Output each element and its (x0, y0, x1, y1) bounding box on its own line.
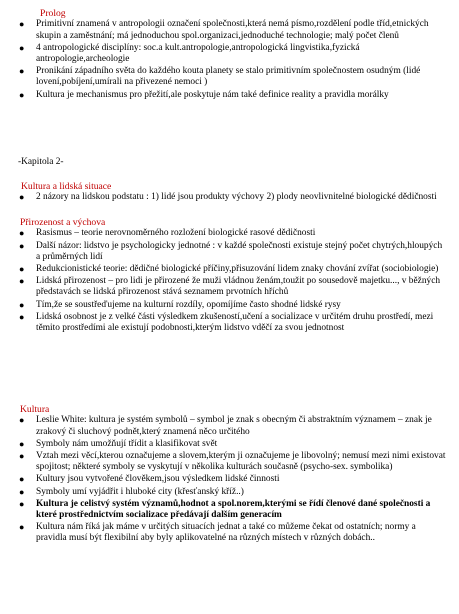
bullet-icon: ● (19, 415, 25, 426)
list-item (0, 522, 459, 544)
heading-prolog: Prolog (40, 8, 66, 19)
list-item-text: Kultury jsou vytvořené člověkem,jsou výsledkem lidské činnosti (36, 474, 280, 485)
list-item-text: Kultura je mechanismus pro přežití,ale poskytuje nám také definice reality a pravidla morálky (36, 89, 389, 100)
list-item (0, 300, 459, 311)
list-item (0, 192, 459, 203)
bullet-icon: ● (19, 42, 25, 53)
bullet-icon: ● (19, 486, 25, 497)
list-item-text: Kultura nám říká jak máme v určitých situacích jednat a také co můžeme čekat od ostatních; normy a pravidla musí být flexibilní aby byly aplikovatelné na různých místech v různých dobách.. (36, 522, 416, 544)
bullet-icon: ● (19, 474, 25, 485)
list-item (0, 415, 459, 437)
list-item (0, 19, 459, 41)
kultura-lidska-list (0, 192, 459, 203)
bullet-icon: ● (19, 451, 25, 462)
bullet-icon: ● (19, 19, 25, 30)
list-item (0, 264, 459, 275)
bullet-icon: ● (19, 299, 25, 310)
heading-kultura: Kultura (20, 404, 50, 415)
list-item-text: Redukcionistické teorie: dědičné biologické příčiny,přisuzování lidem znaky chování zvířat (sociobiologie) (36, 264, 439, 275)
list-item-text-bold: Kultura je celistvý systém významů,hodnot a spol.norem,kterými se řídí členové dané společnosti a které prostřednictvím socializace předávají dalším generacím (36, 498, 431, 521)
bullet-icon: ● (19, 276, 25, 287)
list-item-text: Primitivní znamená v antropologii označení společnosti,která nemá písmo,rozdělení podle tříd,etnických skupin a zaměstnání; má jednoduchou spol.organizaci,jednoduché technologie; malý počet členů (36, 19, 429, 41)
bullet-icon: ● (19, 311, 25, 322)
chapter-label: -Kapitola 2- (18, 157, 64, 167)
list-item-text: Symboly nám umožňují třídit a klasifikovat svět (36, 438, 218, 449)
list-item (0, 66, 459, 88)
bullet-icon: ● (19, 66, 25, 77)
list-item (0, 90, 459, 101)
bullet-icon: ● (19, 498, 25, 509)
prolog-list (0, 19, 459, 100)
section-prirozenost-vychova (0, 217, 459, 335)
bullet-icon: ● (19, 264, 25, 275)
bullet-icon: ● (19, 228, 25, 239)
chapter-marker (0, 157, 459, 168)
list-item (0, 474, 459, 485)
list-item (0, 241, 459, 263)
bullet-icon: ● (19, 438, 25, 449)
list-item-text: Tím,že se soustřeďujeme na kulturní rozdíly, opomíjíme často shodné lidské rysy (36, 299, 341, 310)
prirozenost-list (0, 228, 459, 334)
list-item (0, 499, 459, 521)
list-item-text: Lidská osobnost je z velké části výsledkem zkušeností,učení a socializace v určitém druhu prostředí, mezi těmito prostředími ale existují podobnosti,kterým lidstvo vděčí za svou jednotnost (36, 311, 434, 334)
list-item (0, 487, 459, 498)
list-item (0, 439, 459, 450)
list-item-text: 2 názory na lidskou podstatu : 1) lidé jsou produkty výchovy 2) plody neovlivnitelné biologické dědičnosti (36, 192, 437, 203)
list-item (0, 451, 459, 473)
section-kultura-lidska-situace (0, 181, 459, 205)
section-prolog (0, 8, 459, 102)
list-item-text: Lidská přirozenost – pro lidi je přirozené že muži vládnou ženám,toužit po sousedově majetku..., v běžných představách se lidská přirozenost stává seznamem prvotních hříchů (36, 276, 441, 298)
list-item-text: Další názor: lidstvo je psychologicky jednotné : v každé společnosti existuje stejný počet chytrých,hloupých a průměrných lidí (36, 240, 443, 262)
heading-kultura-lidska-situace: Kultura a lidská situace (21, 181, 112, 192)
section-kultura (0, 404, 459, 546)
bullet-icon: ● (19, 192, 25, 203)
list-item (0, 312, 459, 334)
list-item (0, 276, 459, 298)
list-item-text: Leslie White: kultura je systém symbolů – symbol je znak s obecným či abstraktním významem – znak je zrakový či sluchový podnět,který znamená něco určitého (36, 415, 432, 437)
bullet-icon: ● (19, 522, 25, 533)
list-item (0, 43, 459, 65)
list-item-text: Symboly umí vyjádřit i hluboké city (křesťanský kříž..) (36, 486, 244, 497)
bullet-icon: ● (19, 240, 25, 251)
bullet-icon: ● (19, 89, 25, 100)
list-item-text: Rasismus – teorie nerovnoměrného rozložení biologické rasové dědičnosti (36, 228, 316, 239)
kultura-list (0, 415, 459, 544)
heading-prirozenost-vychova: Přirozenost a výchova (20, 217, 106, 228)
list-item-text: Vztah mezi věcí,kterou označujeme a slovem,kterým ji označujeme je libovolný; nemusí mezi nimi existovat spojitost; některé symboly se vyskytují v několika kulturách současně (psycho-sex. symbolika) (36, 451, 446, 473)
list-item-text: 4 antropologické disciplíny: soc.a kult.antropologie,antropologická lingvistika,fyzická antropologie,archeologie (36, 42, 360, 65)
list-item-text: Pronikání západního světa do každého kouta planety se stalo primitivním společnostem osudným (lidé lovení,pobíjení,umírali na přivezené nemoci ) (36, 66, 421, 88)
list-item (0, 228, 459, 239)
